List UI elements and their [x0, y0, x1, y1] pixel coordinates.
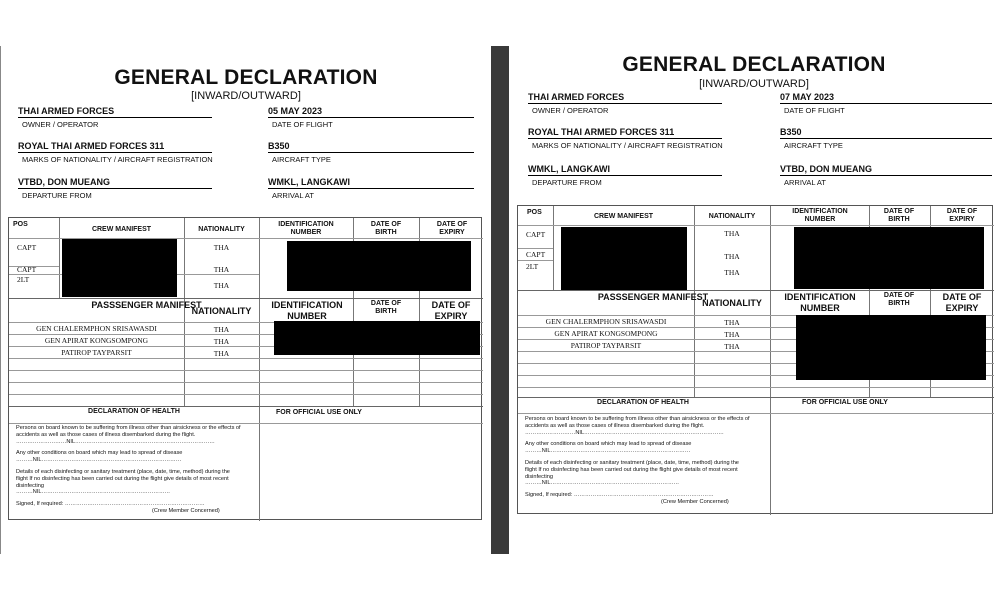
- manifest-table: [517, 205, 993, 514]
- crew-nationality: THA: [724, 252, 740, 261]
- passenger-name: GEN CHALERMPHON SRISAWASDI: [36, 324, 157, 333]
- official-use-header: FOR OFFICIAL USE ONLY: [802, 399, 888, 406]
- redacted-passenger-ids: [274, 321, 480, 355]
- declaration-of-health-header: DECLARATION OF HEALTH: [88, 408, 180, 415]
- nationality-header: NATIONALITY: [198, 226, 245, 233]
- redacted-crew-names: [62, 239, 177, 297]
- passenger-manifest-header: PASSSENGER MANIFEST: [91, 300, 202, 310]
- passenger-nationality: THA: [213, 325, 230, 334]
- manifest-table: [8, 217, 482, 520]
- crew-nationality: THA: [213, 265, 230, 274]
- nationality-header: NATIONALITY: [191, 306, 252, 316]
- date-of-expiry-header: DATE OF EXPIRY: [946, 208, 978, 223]
- redacted-passenger-ids: [796, 315, 986, 380]
- pos-header: POS: [527, 209, 542, 216]
- identification-header: IDENTIFICATION NUMBER: [271, 300, 343, 321]
- redacted-crew-names: [561, 227, 687, 290]
- aircraft-type-field: B350 AIRCRAFT TYPE: [780, 127, 992, 150]
- nationality-header: NATIONALITY: [708, 213, 756, 220]
- redacted-crew-ids: [287, 241, 471, 291]
- registration-field: ROYAL THAI ARMED FORCES 311 MARKS OF NATIONALITY / AIRCRAFT REGISTRATION: [528, 127, 723, 150]
- aircraft-type-field: B350 AIRCRAFT TYPE: [268, 141, 474, 164]
- passenger-manifest-header: PASSSENGER MANIFEST: [597, 292, 709, 302]
- crew-pos: CAPT: [17, 243, 37, 252]
- date-of-birth-header: DATE OF BIRTH: [883, 208, 915, 223]
- passenger-name: PATIROP TAYPARSIT: [570, 341, 642, 350]
- crew-nationality: THA: [724, 229, 740, 238]
- date-of-expiry-header: DATE OF EXPIRY: [942, 292, 982, 313]
- identification-header: IDENTIFICATION NUMBER: [792, 208, 848, 223]
- passenger-nationality: THA: [724, 342, 740, 351]
- document-title: GENERAL DECLARATION: [114, 66, 378, 89]
- passenger-nationality: THA: [724, 318, 740, 327]
- passenger-nationality: THA: [213, 337, 230, 346]
- page-divider: [491, 46, 509, 554]
- arrival-field: VTBD, DON MUEANG ARRIVAL AT: [780, 164, 992, 187]
- identification-header: IDENTIFICATION NUMBER: [278, 221, 334, 236]
- operator-field: THAI ARMED FORCES OWNER / OPERATOR: [18, 106, 212, 129]
- document-subtitle: [INWARD/OUTWARD]: [699, 78, 809, 90]
- date-of-expiry-header: DATE OF EXPIRY: [431, 300, 471, 321]
- operator-field: THAI ARMED FORCES OWNER / OPERATOR: [528, 92, 722, 115]
- passenger-name: GEN APIRAT KONGSOMPONG: [44, 336, 149, 345]
- arrival-field: WMKL, LANGKAWI ARRIVAL AT: [268, 177, 474, 200]
- departure-field: WMKL, LANGKAWI DEPARTURE FROM: [528, 164, 722, 187]
- official-use-header: FOR OFFICIAL USE ONLY: [276, 409, 362, 416]
- passenger-name: GEN CHALERMPHON SRISAWASDI: [545, 317, 667, 326]
- crew-manifest-header: CREW MANIFEST: [593, 213, 654, 220]
- date-of-flight-field: 05 MAY 2023 DATE OF FLIGHT: [268, 106, 474, 129]
- general-declaration-inbound: [2, 46, 490, 554]
- date-of-birth-header: DATE OF BIRTH: [883, 292, 915, 307]
- document-subtitle: [INWARD/OUTWARD]: [191, 90, 301, 102]
- crew-pos: CAPT: [526, 250, 546, 259]
- passenger-nationality: THA: [724, 330, 740, 339]
- document-title: GENERAL DECLARATION: [622, 53, 886, 76]
- date-of-birth-header: DATE OF BIRTH: [370, 221, 402, 236]
- crew-pos: CAPT: [526, 230, 546, 239]
- page-edge: [0, 46, 1, 554]
- redacted-crew-ids: [794, 227, 984, 289]
- nationality-header: NATIONALITY: [702, 298, 762, 308]
- crew-nationality: THA: [724, 268, 740, 277]
- crew-nationality: THA: [213, 243, 230, 252]
- crew-pos: 2LT: [526, 262, 539, 271]
- general-declaration-outbound: [510, 40, 998, 550]
- crew-nationality: THA: [213, 281, 230, 290]
- passenger-name: PATIROP TAYPARSIT: [61, 348, 132, 357]
- health-declaration-text: Persons on board known to be suffering from illness other than airsickness or the effects of accidents as well as those cases of illness disembarked during the flight. ………………………NIL………………………………………………………………… Any other conditions on board which may lead to spread of disease ………NIL………………………………………………………………… Details of each disinfecting or sanitary treatment (place, date, time, method) during the flight If no disinfecting has been carried out during the flight give details of most recent disinfecting ………NIL…………………………………………………………… Signed, If required: ………………………………………………………………… (Crew Member Concerned): [16, 425, 241, 514]
- passenger-nationality: THA: [213, 349, 230, 358]
- passenger-name: GEN APIRAT KONGSOMPONG: [554, 329, 658, 338]
- crew-pos: CAPT: [17, 265, 37, 274]
- date-of-birth-header: DATE OF BIRTH: [370, 300, 402, 315]
- departure-field: VTBD, DON MUEANG DEPARTURE FROM: [18, 177, 212, 200]
- date-of-expiry-header: DATE OF EXPIRY: [436, 221, 468, 236]
- crew-manifest-header: CREW MANIFEST: [91, 226, 152, 233]
- health-declaration-text: Persons on board known to be suffering from illness other than airsickness or the effects of accidents as well as those cases of illness disembarked during the flight. ………………………NIL………………………………………………………………… Any other conditions on board which may lead to spread of disease ………NIL………………………………………………………………… Details of each disinfecting or sanitary treatment (place, date, time, method) during the flight If no disinfecting has been carried out during the flight give details of most recent disinfecting ………NIL…………………………………………………………… Signed, If required: ………………………………………………………………… (Crew Member Concerned): [525, 416, 750, 505]
- pos-header: POS: [13, 221, 28, 228]
- crew-pos: 2LT: [17, 275, 30, 284]
- registration-field: ROYAL THAI ARMED FORCES 311 MARKS OF NATIONALITY / AIRCRAFT REGISTRATION: [18, 141, 213, 164]
- declaration-of-health-header: DECLARATION OF HEALTH: [597, 399, 689, 406]
- date-of-flight-field: 07 MAY 2023 DATE OF FLIGHT: [780, 92, 992, 115]
- identification-header: IDENTIFICATION NUMBER: [784, 292, 856, 313]
